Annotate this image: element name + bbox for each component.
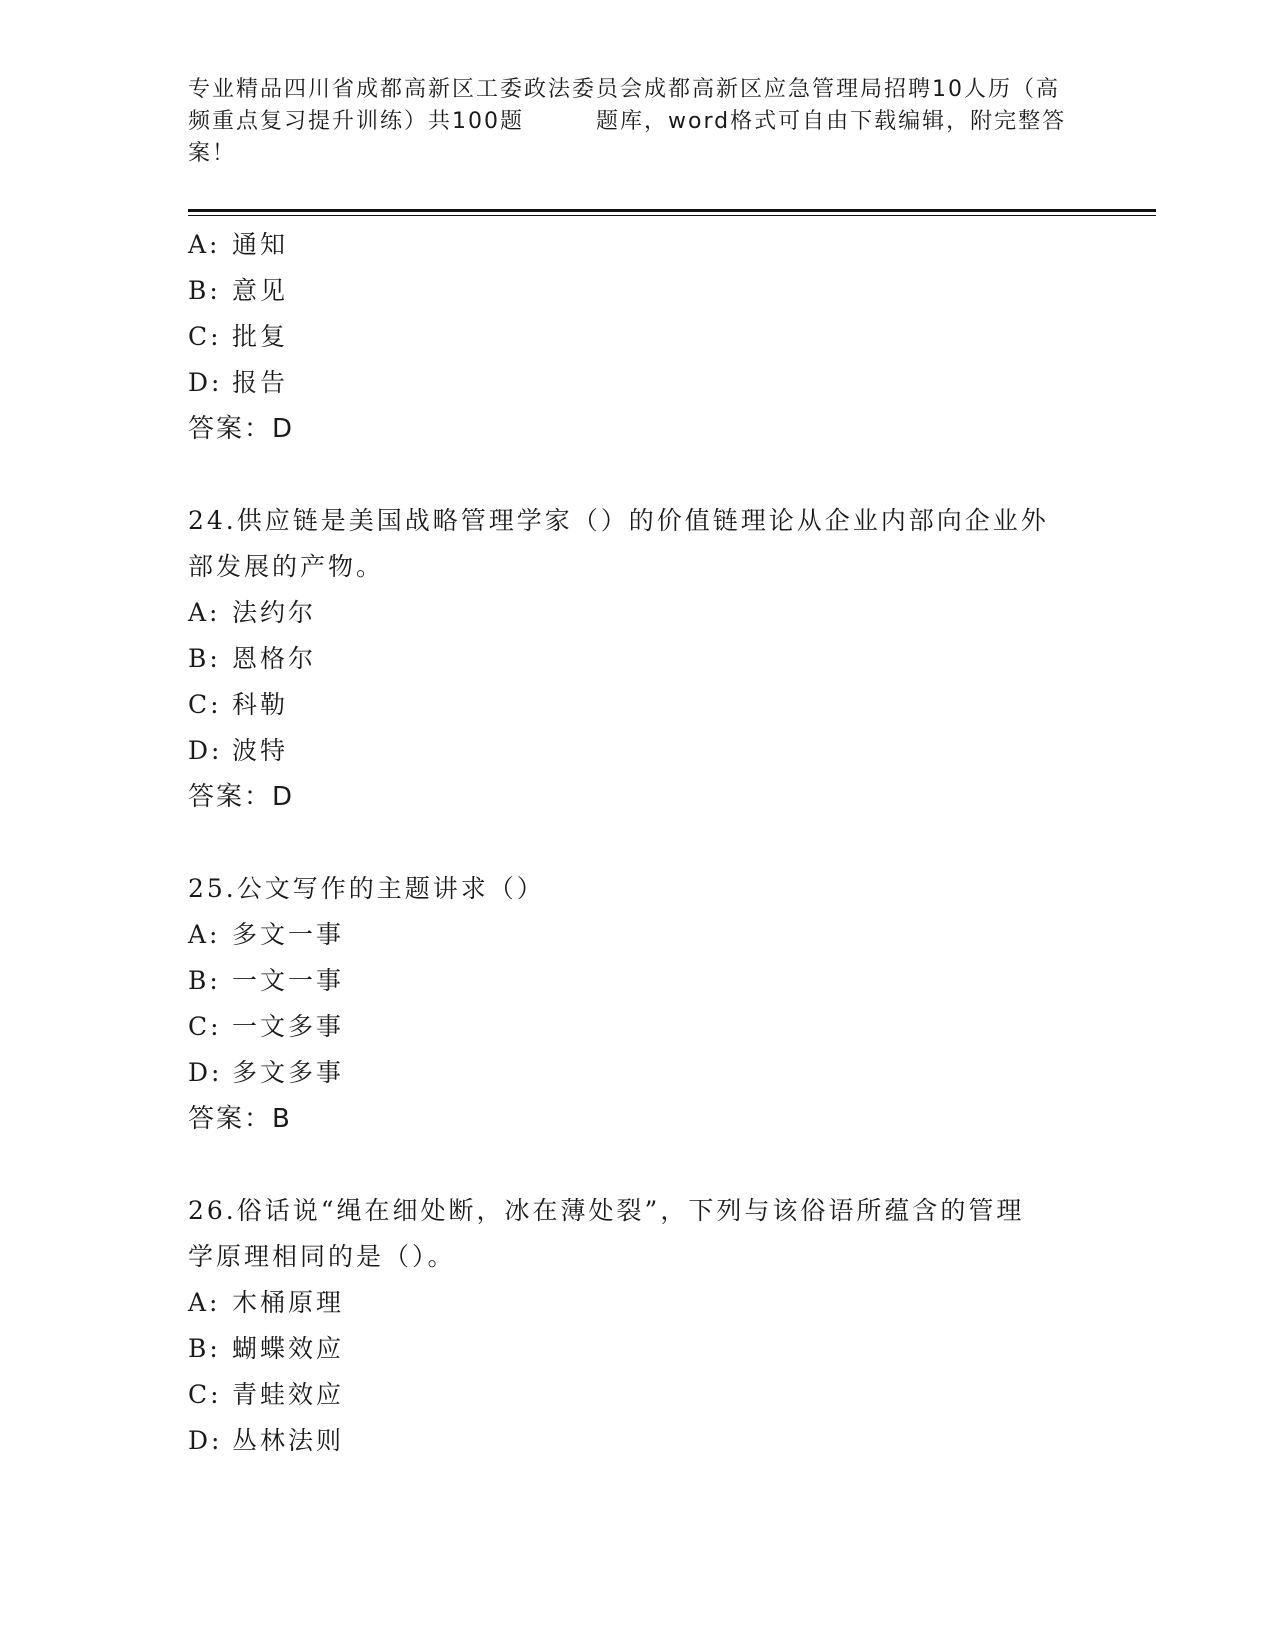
question-list bbox=[188, 222, 1088, 1464]
option-b: B: 蝴蝶效应 bbox=[188, 1334, 345, 1363]
header-title: 专业精品四川省成都高新区工委政法委员会成都高新区应急管理局招聘10人历（高频重点复习提升训练）共100题 bbox=[188, 77, 1060, 134]
option-a: A: 多文一事 bbox=[188, 920, 345, 949]
option-a: A: 法约尔 bbox=[188, 598, 317, 627]
option-d: D: 波特 bbox=[188, 736, 289, 765]
answer-line: 答案：D bbox=[188, 414, 295, 444]
option-a: A: 通知 bbox=[188, 230, 289, 259]
option-d: D: 报告 bbox=[188, 368, 289, 397]
option-c: C: 科勒 bbox=[188, 690, 289, 719]
answer-line: 答案：B bbox=[188, 1104, 292, 1134]
option-d: D: 丛林法则 bbox=[188, 1426, 345, 1455]
option-c: C: 一文多事 bbox=[188, 1012, 345, 1041]
document-header bbox=[188, 74, 1068, 170]
header-divider-thin bbox=[188, 215, 1156, 216]
question-24-text: 24.供应链是美国战略管理学家（）的价值链理论从企业内部向企业外 bbox=[188, 506, 1049, 535]
question-24-text-cont: 部发展的产物。 bbox=[188, 552, 385, 581]
answer-line: 答案：D bbox=[188, 782, 295, 812]
option-a: A: 木桶原理 bbox=[188, 1288, 345, 1317]
option-b: B: 一文一事 bbox=[188, 966, 345, 995]
question-26-text-cont: 学原理相同的是（）。 bbox=[188, 1242, 456, 1271]
option-d: D: 多文多事 bbox=[188, 1058, 345, 1087]
question-26-text: 26.俗话说“绳在细处断，冰在薄处裂”，下列与该俗语所蕴含的管理 bbox=[188, 1196, 1025, 1225]
option-b: B: 恩格尔 bbox=[188, 644, 317, 673]
option-c: C: 青蛙效应 bbox=[188, 1380, 345, 1409]
option-c: C: 批复 bbox=[188, 322, 289, 351]
option-b: B: 意见 bbox=[188, 276, 289, 305]
question-spacer bbox=[188, 1142, 1088, 1188]
header-subtitle: 题库，word格式可自由下载编辑，附完整答案！ bbox=[188, 109, 1067, 166]
question-spacer bbox=[188, 820, 1088, 866]
question-spacer bbox=[188, 452, 1088, 498]
question-25-text: 25.公文写作的主题讲求（） bbox=[188, 874, 545, 903]
header-divider-thick bbox=[188, 209, 1156, 212]
